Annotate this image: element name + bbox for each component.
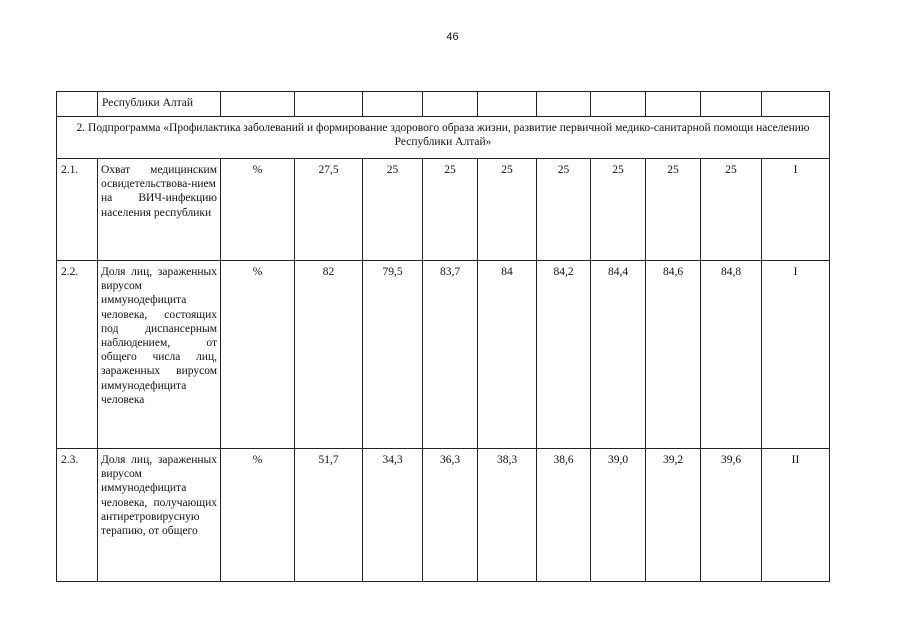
- row-index: 2.1.: [57, 159, 98, 261]
- table-cell: [701, 92, 762, 117]
- row-index: 2.3.: [57, 449, 98, 582]
- value-cell: 79,5: [363, 261, 423, 449]
- table-cell: [295, 92, 363, 117]
- category-cell: I: [762, 159, 830, 261]
- unit-cell: %: [221, 159, 295, 261]
- table-row: [57, 261, 830, 449]
- indicators-table: [56, 91, 830, 582]
- value-cell: 25: [478, 159, 537, 261]
- value-cell: 84: [478, 261, 537, 449]
- indicator-name-cell: Доля лиц, зараженных вирусом иммунодефицита человека, получающих антиретровирусную терапию, от общего: [98, 449, 221, 582]
- table-cell: [762, 92, 830, 117]
- value-cell: 38,6: [537, 449, 591, 582]
- value-cell: 84,6: [646, 261, 701, 449]
- value-cell: 36,3: [423, 449, 478, 582]
- value-cell: 83,7: [423, 261, 478, 449]
- value-cell: 39,2: [646, 449, 701, 582]
- table-cell: [646, 92, 701, 117]
- table-cell: [591, 92, 646, 117]
- table-cell: [478, 92, 537, 117]
- value-cell: 51,7: [295, 449, 363, 582]
- value-cell: 84,4: [591, 261, 646, 449]
- table-cell: [423, 92, 478, 117]
- table-row: [57, 449, 830, 582]
- section-header-row: [57, 117, 830, 159]
- table-row-continued: [57, 92, 830, 117]
- row-index: 2.2.: [57, 261, 98, 449]
- value-cell: 34,3: [363, 449, 423, 582]
- unit-cell: %: [221, 449, 295, 582]
- unit-cell: %: [221, 261, 295, 449]
- value-cell: 27,5: [295, 159, 363, 261]
- value-cell: 25: [646, 159, 701, 261]
- value-cell: 39,6: [701, 449, 762, 582]
- table-cell: [221, 92, 295, 117]
- table-cell: [537, 92, 591, 117]
- value-cell: 82: [295, 261, 363, 449]
- value-cell: 84,2: [537, 261, 591, 449]
- category-cell: I: [762, 261, 830, 449]
- value-cell: 25: [591, 159, 646, 261]
- value-cell: 38,3: [478, 449, 537, 582]
- table-cell: [363, 92, 423, 117]
- indicator-name-cell: Республики Алтай: [98, 92, 221, 117]
- indicator-name-cell: Охват медицинским освидетельствова-нием на ВИЧ-инфекцию населения республики: [98, 159, 221, 261]
- value-cell: 84,8: [701, 261, 762, 449]
- section-header: 2. Подпрограмма «Профилактика заболеваний и формирование здорового образа жизни, развитие первичной медико-санитарной помощи населению Республики Алтай»: [57, 117, 830, 159]
- indicator-name-cell: Доля лиц, зараженных вирусом иммунодефицита человека, состоящих под диспансерным наблюдением, от общего числа лиц, зараженных вирусом иммунодефицита человека: [98, 261, 221, 449]
- value-cell: 25: [423, 159, 478, 261]
- value-cell: 25: [537, 159, 591, 261]
- value-cell: 39,0: [591, 449, 646, 582]
- value-cell: 25: [363, 159, 423, 261]
- page-number: 46: [446, 31, 459, 43]
- category-cell: II: [762, 449, 830, 582]
- value-cell: 25: [701, 159, 762, 261]
- table-row: [57, 159, 830, 261]
- table-cell: [57, 92, 98, 117]
